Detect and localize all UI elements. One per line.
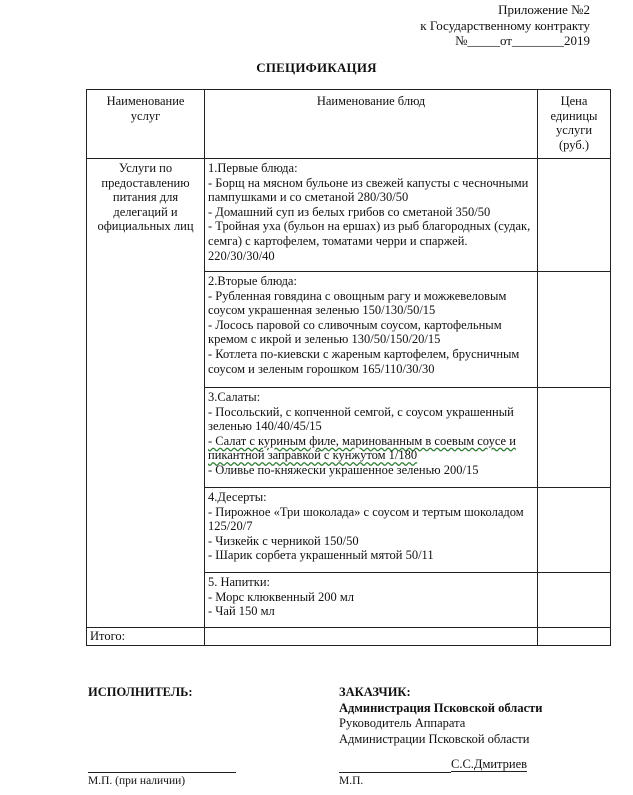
dish-item: - Борщ на мясном бульоне из свежей капусты с чесночными пампушками и со сметаной 280/30/50 — [208, 175, 529, 205]
section-title: 3.Салаты: — [208, 390, 261, 404]
header-services: Наименование услуг — [87, 90, 205, 159]
dish-item: - Чай 150 мл — [208, 604, 275, 619]
price-cell — [538, 159, 611, 272]
dish-item: - Оливье по-княжески украшенное зеленью 200/15 — [208, 462, 479, 477]
customer-block — [339, 685, 542, 747]
price-cell — [538, 488, 611, 573]
executor-label: ИСПОЛНИТЕЛЬ: — [88, 685, 193, 699]
customer-signer-name: С.С.Дмитриев — [451, 757, 528, 771]
table-header-row — [87, 90, 611, 159]
header-dishes: Наименование блюд — [205, 90, 538, 159]
section-desserts — [205, 488, 538, 573]
total-price-cell — [538, 628, 611, 646]
customer-role-org: Администрации Псковской области — [339, 731, 530, 746]
total-empty-cell — [205, 628, 538, 646]
contract-reference: к Государственному контракту — [420, 17, 590, 33]
total-row — [87, 628, 611, 646]
dish-item: - Чизкейк с черникой 150/50 — [208, 533, 359, 548]
table-row — [87, 159, 611, 272]
total-label: Итого: — [87, 628, 205, 646]
specification-table — [86, 89, 611, 646]
dish-item: - Лосось паровой со сливочным соусом, картофельным кремом с икрой и зеленью 130/50/150/20/15 — [208, 317, 502, 347]
section-second-courses — [205, 272, 538, 388]
dish-item: - Пирожное «Три шоколада» с соусом и тертым шоколадом 125/20/7 — [208, 504, 524, 534]
appendix-number: Приложение №2 — [498, 2, 590, 17]
dish-item: - Шарик сорбета украшенный мятой 50/11 — [208, 548, 434, 563]
section-salads — [205, 388, 538, 488]
customer-label: ЗАКАЗЧИК: — [339, 685, 411, 699]
price-cell — [538, 388, 611, 488]
customer-stamp: М.П. — [339, 775, 364, 787]
customer-signature-line — [339, 757, 529, 773]
appendix-header — [420, 2, 590, 49]
dish-item: - Котлета по-киевски с жареным картофелем, брусничным соусом и зеленым горошком 165/110/30/30 — [208, 346, 520, 376]
executor-stamp: М.П. (при наличии) — [88, 775, 186, 787]
dish-item: - Морс клюквенный 200 мл — [208, 589, 354, 604]
section-drinks — [205, 573, 538, 628]
section-title: 4.Десерты: — [208, 490, 267, 504]
contract-number-date: №_____от________2019 — [455, 33, 590, 49]
document-title: СПЕЦИФИКАЦИЯ — [256, 60, 377, 75]
dish-item: - Салат с куриным филе, маринованным в соевым соусе и пикантной заправкой с кунжутом 1/180 — [208, 433, 516, 463]
dish-item: - Посольский, с копченной семгой, с соусом украшенный зеленью 140/40/45/15 — [208, 404, 514, 434]
executor-signature-line — [88, 760, 236, 773]
dish-item: - Тройная уха (бульон на ершах) из рыб благородных (судак, семга) с картофелем, томатами черри и спаржей. 220/30/30/40 — [208, 219, 531, 263]
customer-organization: Администрация Псковской области — [339, 700, 543, 715]
section-title: 2.Вторые блюда: — [208, 274, 297, 288]
dish-item: - Рубленная говядина с овощным рагу и можжевеловым соусом украшенная зеленью 150/130/50/15 — [208, 288, 507, 318]
section-title: 5. Напитки: — [208, 575, 270, 589]
dish-item: - Домашний суп из белых грибов со сметаной 350/50 — [208, 204, 491, 219]
service-description: Услуги по предоставлению питания для делегаций и официальных лиц — [87, 159, 205, 628]
section-title: 1.Первые блюда: — [208, 161, 298, 175]
header-unit-price: Цена единицы услуги (руб.) — [538, 90, 611, 159]
section-first-courses — [205, 159, 538, 272]
customer-role: Руководитель Аппарата — [339, 716, 466, 730]
price-cell — [538, 573, 611, 628]
price-cell — [538, 272, 611, 388]
